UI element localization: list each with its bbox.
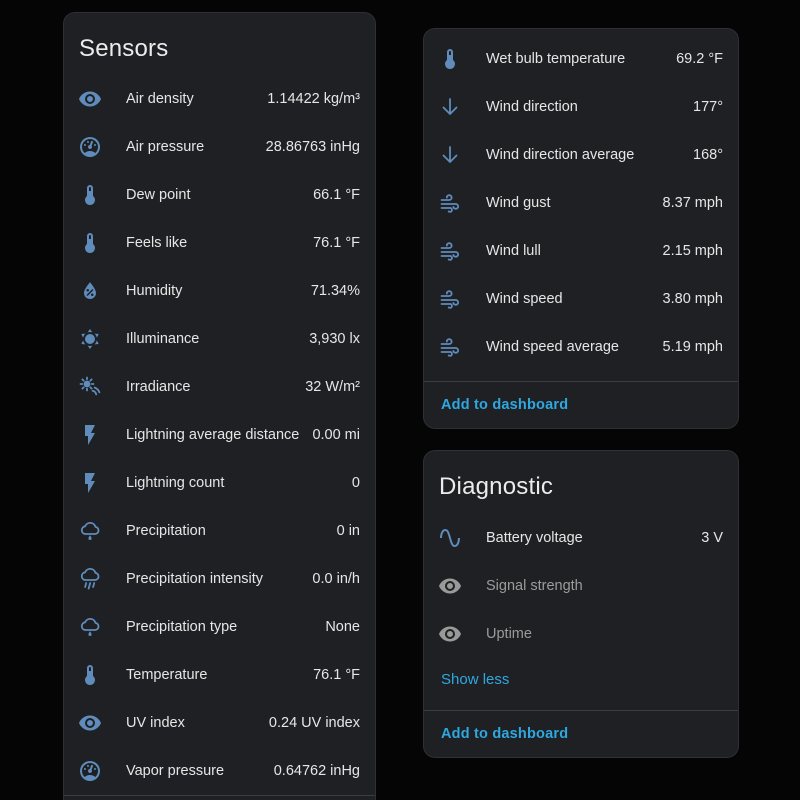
eye-icon (438, 574, 462, 598)
sensor-row[interactable] (64, 459, 375, 507)
sensor-value: 2.15 mph (662, 243, 723, 259)
gauge-icon (78, 759, 102, 783)
sensor-row[interactable] (64, 171, 375, 219)
weather-windy-icon (438, 335, 462, 359)
wind-sensors-card (423, 28, 739, 429)
sensor-label: Lightning count (126, 475, 225, 491)
add-to-dashboard-link[interactable]: Add to dashboard (441, 726, 569, 742)
sensor-label: Wind direction average (486, 147, 635, 163)
arrow-down-icon (438, 95, 462, 119)
sensor-label: Lightning average distance (126, 427, 300, 443)
weather-rainy-icon (78, 615, 102, 639)
sensor-row[interactable] (64, 315, 375, 363)
weather-pouring-icon (78, 567, 102, 591)
sensor-value: 0.00 mi (312, 427, 360, 443)
sensor-row[interactable] (64, 219, 375, 267)
thermometer-icon (438, 47, 462, 71)
sensor-label: UV index (126, 715, 185, 731)
sensor-row[interactable] (64, 747, 375, 795)
sensor-label: Precipitation intensity (126, 571, 264, 587)
sensor-label: Signal strength (486, 578, 583, 594)
sensor-label: Dew point (126, 187, 191, 203)
eye-icon (78, 711, 102, 735)
sensor-row[interactable] (424, 610, 738, 658)
weather-windy-icon (438, 239, 462, 263)
sensor-label: Vapor pressure (126, 763, 225, 779)
sensor-label: Wind lull (486, 243, 541, 259)
sensor-value: 5.19 mph (662, 339, 723, 355)
water-percent-icon (78, 279, 102, 303)
sensor-value: 0 (351, 475, 360, 491)
sensor-label: Wind direction (486, 99, 578, 115)
sensor-value: 3 V (701, 530, 723, 546)
sensor-row[interactable] (424, 227, 738, 275)
sensor-label: Precipitation (126, 523, 206, 539)
sensor-value: 28.86763 inHg (265, 139, 360, 155)
sensor-row[interactable] (424, 562, 738, 610)
sensor-row[interactable] (64, 603, 375, 651)
sensor-label: Irradiance (126, 379, 191, 395)
sensor-label: Wind gust (486, 195, 551, 211)
sine-wave-icon (438, 526, 462, 550)
divider (64, 795, 375, 796)
sensor-label: Uptime (486, 626, 532, 642)
sensor-row[interactable] (424, 131, 738, 179)
weather-windy-icon (438, 287, 462, 311)
sensor-value: 3.80 mph (662, 291, 723, 307)
sensor-value: 0.24 UV index (268, 715, 360, 731)
diagnostic-rows (424, 501, 738, 658)
sensor-label: Battery voltage (486, 530, 583, 546)
sensor-label: Temperature (126, 667, 208, 683)
sensor-label: Wind speed (486, 291, 563, 307)
sensor-row[interactable] (424, 83, 738, 131)
sensor-row[interactable] (64, 411, 375, 459)
sensor-row[interactable] (64, 555, 375, 603)
sensor-row[interactable] (424, 323, 738, 371)
eye-icon (438, 622, 462, 646)
sensor-value: 0.64762 inHg (273, 763, 360, 779)
sensor-value: 0.0 in/h (312, 571, 360, 587)
sensor-value: 8.37 mph (662, 195, 723, 211)
eye-icon (78, 87, 102, 111)
sensor-label: Wind speed average (486, 339, 619, 355)
sensor-value: 71.34% (310, 283, 360, 299)
wind-rows (424, 29, 738, 371)
sensor-row[interactable] (424, 179, 738, 227)
sensor-label: Precipitation type (126, 619, 238, 635)
sensors-rows (64, 63, 375, 795)
sensor-label: Air density (126, 91, 194, 107)
sensor-label: Wet bulb temperature (486, 51, 626, 67)
sensor-row[interactable] (64, 363, 375, 411)
sensor-row[interactable] (64, 507, 375, 555)
sensor-value: 76.1 °F (313, 667, 360, 683)
sensor-row[interactable] (64, 267, 375, 315)
sensors-card-title: Sensors (79, 35, 169, 62)
sensor-label: Feels like (126, 235, 188, 251)
sensor-value: 1.14422 kg/m³ (267, 91, 360, 107)
add-to-dashboard-link[interactable]: Add to dashboard (441, 397, 569, 413)
diagnostic-card-title: Diagnostic (439, 473, 554, 500)
sensor-row[interactable] (64, 123, 375, 171)
sensor-row[interactable] (64, 651, 375, 699)
sensor-label: Humidity (126, 283, 183, 299)
sensor-row[interactable] (64, 699, 375, 747)
sensor-row[interactable] (64, 75, 375, 123)
sensor-value: 0 in (336, 523, 360, 539)
show-less-link[interactable]: Show less (441, 671, 510, 688)
sensor-row[interactable] (424, 275, 738, 323)
sensor-row[interactable] (424, 35, 738, 83)
sensor-value: 3,930 lx (309, 331, 360, 347)
sensor-value: 76.1 °F (313, 235, 360, 251)
sensor-label: Illuminance (126, 331, 200, 347)
sensors-card (63, 12, 376, 800)
sensor-value: 66.1 °F (313, 187, 360, 203)
sensor-value: 177° (693, 99, 723, 115)
sensor-value: None (325, 619, 360, 635)
sun-wireless-icon (78, 375, 102, 399)
sensor-value: 168° (693, 147, 723, 163)
sensor-value: 69.2 °F (676, 51, 723, 67)
lightning-bolt-icon (78, 423, 102, 447)
sensor-row[interactable] (424, 514, 738, 562)
weather-windy-icon (438, 191, 462, 215)
thermometer-icon (78, 183, 102, 207)
lightning-bolt-icon (78, 471, 102, 495)
sensor-value: 32 W/m² (305, 379, 360, 395)
diagnostic-card (423, 450, 739, 758)
gauge-icon (78, 135, 102, 159)
thermometer-icon (78, 663, 102, 687)
weather-rainy-icon (78, 519, 102, 543)
arrow-down-icon (438, 143, 462, 167)
sun-icon (78, 327, 102, 351)
thermometer-icon (78, 231, 102, 255)
sensor-label: Air pressure (126, 139, 205, 155)
